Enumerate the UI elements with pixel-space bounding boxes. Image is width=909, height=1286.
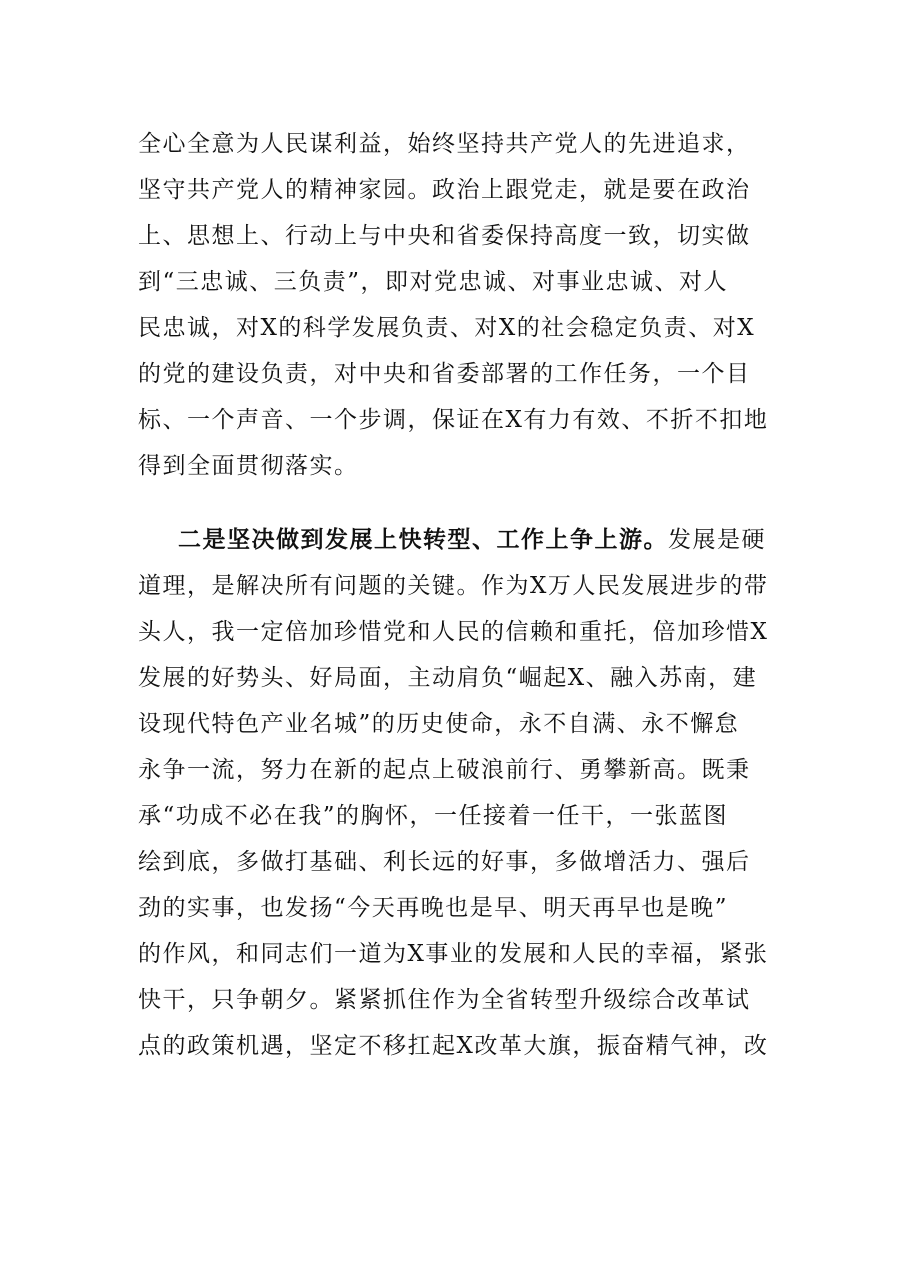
text-line: 快干，只争朝夕。紧紧抓住作为全省转型升级综合改革试 [138,987,751,1013]
text-line: 发展的好势头、好局面，主动肩负“崛起X、融入苏南，建 [138,665,758,691]
text-line: 绘到底，多做打基础、利长远的好事，多做增活力、强后 [138,849,751,875]
paragraph-2 [138,517,778,1069]
text-line: 的党的建设负责，对中央和省委部署的工作任务，一个目 [138,361,751,387]
text-line: 劲的实事，也发扬“今天再晚也是早、明天再早也是晚” [138,895,729,921]
text-line: 标、一个声音、一个步调，保证在X有力有效、不折不扣地 [138,407,769,433]
text-line: 设现代特色产业名城”的历史使命，永不自满、永不懈怠 [138,711,740,737]
text-line: 点的政策机遇，坚定不移扛起X改革大旗，振奋精气神，改 [138,1033,769,1059]
text-line: 民忠诚，对X的科学发展负责、对X的社会稳定负责、对X [138,315,756,341]
text-line: 得到全面贯彻落实。 [138,453,359,479]
paragraph-1 [138,121,778,489]
text-line: 头人，我一定倍加珍惜党和人民的信赖和重托，倍加珍惜X [138,619,769,645]
text-line: 道理，是解决所有问题的关键。作为X万人民发展进步的带 [138,573,769,599]
text-line: 坚守共产党人的精神家园。政治上跟党走，就是要在政治 [138,177,751,203]
first-line [138,517,778,563]
first-line-text: 发展是硬 [668,527,766,553]
text-line: 永争一流，努力在新的起点上破浪前行、勇攀新高。既秉 [138,757,751,783]
paragraph-heading: 二是坚决做到发展上快转型、工作上争上游。 [178,526,668,553]
text-line: 到“三忠诚、三负责”，即对党忠诚、对事业忠诚、对人 [138,269,729,295]
text-line: 的作风，和同志们一道为X事业的发展和人民的幸福，紧张 [138,941,769,967]
text-line: 全心全意为人民谋利益，始终坚持共产党人的先进追求， [138,131,751,157]
text-line: 上、思想上、行动上与中央和省委保持高度一致，切实做 [138,223,751,249]
text-line: 承“功成不必在我”的胸怀，一任接着一任干，一张蓝图 [138,803,729,829]
